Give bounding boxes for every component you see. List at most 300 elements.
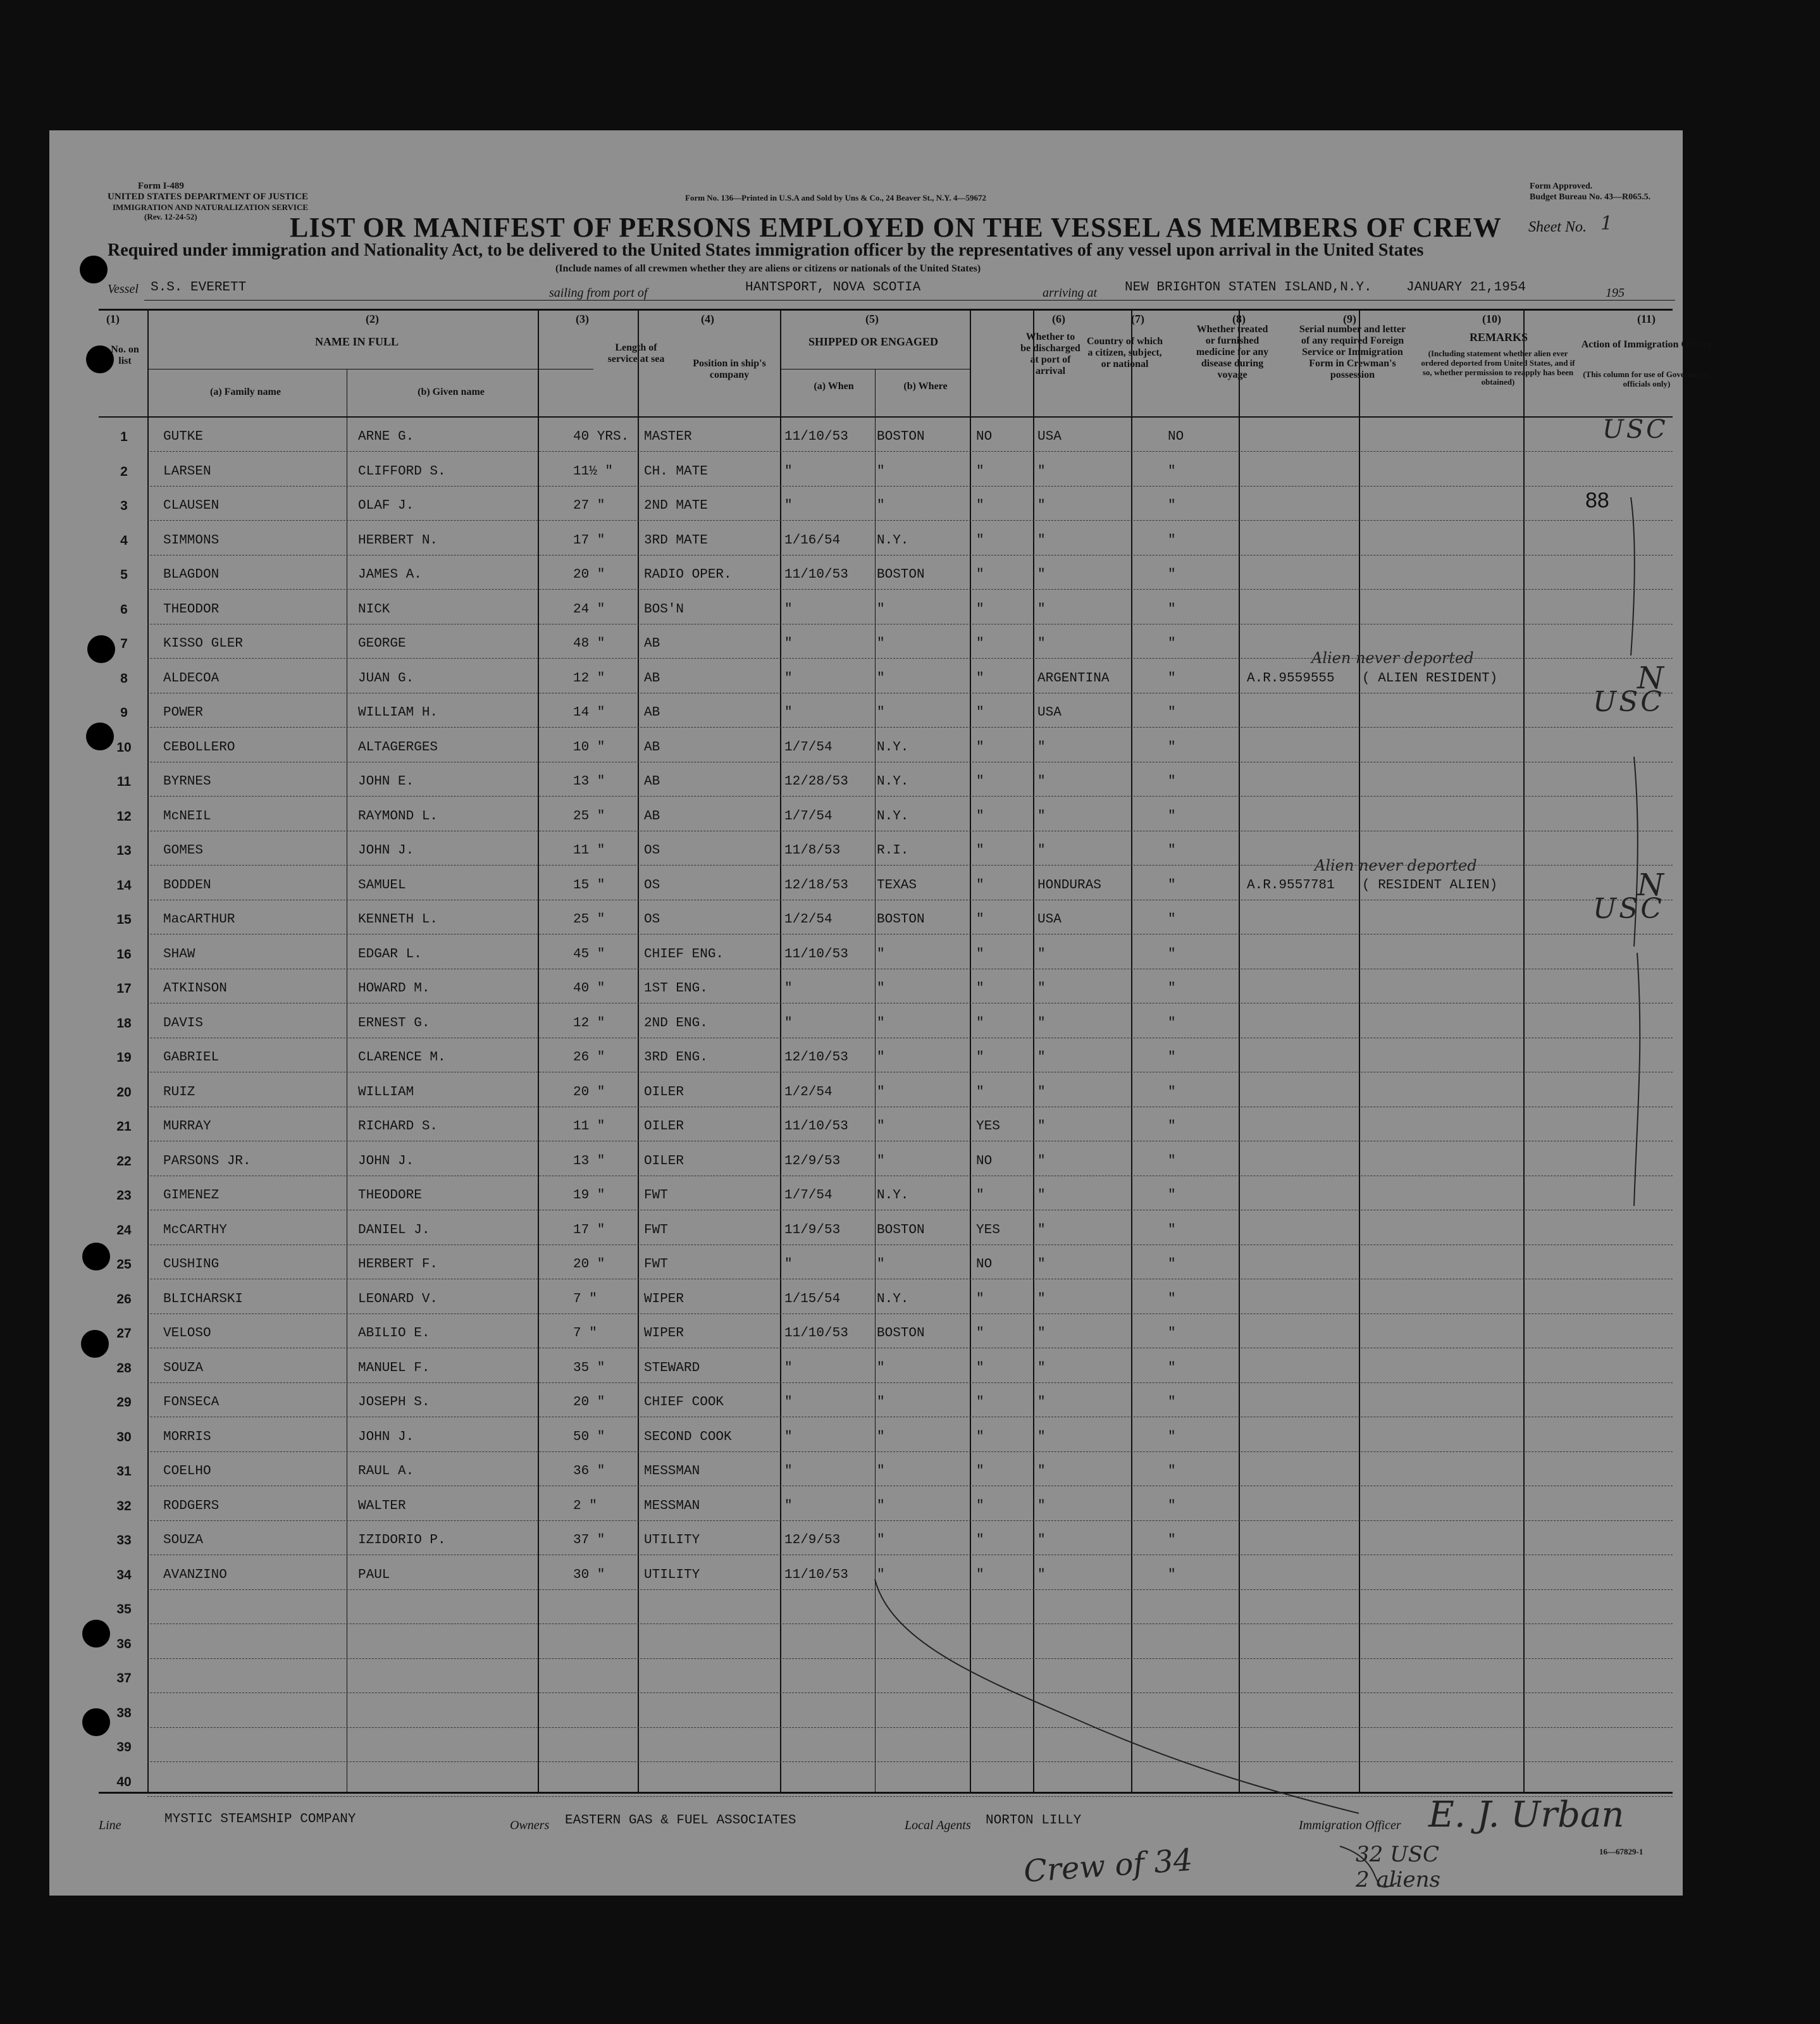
cell-where: N.Y. (877, 809, 909, 824)
cell-service: 50 " (573, 1430, 605, 1444)
sailing-port: HANTSPORT, NOVA SCOTIA (745, 280, 921, 295)
cell-discharged: YES (976, 1223, 1000, 1238)
cell-when: " (784, 1361, 793, 1375)
cell-family: PARSONS JR. (163, 1154, 251, 1169)
cell-discharged: " (976, 1016, 984, 1031)
cell-given: DANIEL J. (358, 1223, 430, 1238)
cell-where: N.Y. (877, 1292, 909, 1307)
cell-treated: " (1168, 1464, 1176, 1479)
cell-given: HERBERT N. (358, 533, 438, 548)
cell-given: ERNEST G. (358, 1016, 430, 1031)
cell-service: 13 " (573, 1154, 605, 1169)
cell-position: UTILITY (644, 1568, 700, 1582)
footer-officer-label: Immigration Officer (1299, 1818, 1401, 1832)
form-number: Form I-489 (138, 181, 184, 191)
cell-where: BOSTON (877, 1326, 925, 1341)
cell-treated: " (1168, 1430, 1176, 1444)
handwritten-note: Alien never deported (1315, 857, 1477, 874)
handwritten-usc: USC (1602, 415, 1668, 444)
cell-discharged: " (976, 1292, 984, 1307)
cell-where: TEXAS (877, 878, 917, 893)
row-number: 2 (120, 464, 128, 479)
cell-treated: " (1168, 1188, 1176, 1203)
col11-number: (11) (1637, 313, 1656, 325)
sailing-label: sailing from port of (549, 286, 648, 300)
cell-position: SECOND COOK (644, 1430, 732, 1444)
cell-treated: " (1168, 1085, 1176, 1100)
cell-service: 24 " (573, 602, 605, 617)
footer-line-label: Line (99, 1818, 121, 1832)
cell-discharged: " (976, 602, 984, 617)
cell-discharged: " (976, 1326, 984, 1341)
cell-position: OILER (644, 1085, 684, 1100)
row-number: 9 (120, 705, 128, 720)
cell-position: OS (644, 843, 660, 858)
cell-treated: " (1168, 1016, 1176, 1031)
row-number: 11 (116, 774, 132, 789)
row-number: 19 (116, 1050, 132, 1065)
punch-hole (82, 1708, 110, 1736)
cell-where: N.Y. (877, 533, 909, 548)
row-number: 27 (116, 1326, 132, 1341)
cell-when: 11/10/53 (784, 1119, 848, 1134)
row-number: 7 (120, 636, 128, 651)
cell-position: 3RD MATE (644, 533, 708, 548)
cell-service: 26 " (573, 1050, 605, 1065)
include-note: (Include names of all crewmen whether they are aliens or citizens or nationals of the United States) (555, 263, 981, 274)
cell-discharged: " (976, 1050, 984, 1065)
cell-discharged: " (976, 1395, 984, 1410)
row-number: 38 (116, 1706, 132, 1720)
cell-country: " (1037, 1188, 1046, 1203)
cell-when: 1/7/54 (784, 1188, 833, 1203)
cell-where: N.Y. (877, 1188, 909, 1203)
cell-country: " (1037, 1533, 1046, 1548)
cell-where: " (877, 1257, 885, 1272)
punch-hole (87, 635, 115, 663)
cell-country: " (1037, 1395, 1046, 1410)
cell-service: 30 " (573, 1568, 605, 1582)
cell-given: NICK (358, 602, 390, 617)
arriving-port: NEW BRIGHTON STATEN ISLAND,N.Y. (1125, 280, 1372, 295)
col4-number: (4) (701, 313, 714, 325)
cell-when: " (784, 1016, 793, 1031)
cell-discharged: NO (976, 1154, 993, 1169)
cell-country: " (1037, 499, 1046, 513)
cell-family: SIMMONS (163, 533, 220, 548)
cell-family: ALDECOA (163, 671, 220, 686)
cell-given: HOWARD M. (358, 981, 430, 996)
punch-hole (80, 256, 108, 283)
row-number: 29 (116, 1395, 132, 1410)
cell-treated: " (1168, 1154, 1176, 1169)
crew-total-note: Crew of 34 (1022, 1842, 1194, 1890)
cell-when: 1/15/54 (784, 1292, 841, 1307)
code-88: 88 (1585, 488, 1609, 512)
cell-treated: " (1168, 705, 1176, 720)
cell-country: USA (1037, 430, 1062, 444)
col11-note: (This column for use of Government officials only) (1583, 369, 1711, 388)
cell-service: 36 " (573, 1464, 605, 1479)
cell-family: MORRIS (163, 1430, 211, 1444)
row-number: 21 (116, 1119, 132, 1134)
punch-hole (82, 1243, 110, 1270)
cell-given: SAMUEL (358, 878, 406, 893)
cell-family: KISSO GLER (163, 636, 244, 651)
cell-treated: " (1168, 1119, 1176, 1134)
cell-where: " (877, 1395, 885, 1410)
cell-family: BODDEN (163, 878, 211, 893)
cell-serial: A.R.9559555 (1247, 671, 1335, 686)
cell-position: CHIEF COOK (644, 1395, 724, 1410)
row-number: 35 (116, 1602, 132, 1617)
cell-when: 12/9/53 (784, 1154, 841, 1169)
cell-service: 17 " (573, 533, 605, 548)
cell-country: " (1037, 1085, 1046, 1100)
col6-header: Whether to be discharged at port of arrival (1020, 332, 1080, 376)
cell-position: AB (644, 774, 660, 789)
col10-note: (Including statement whether alien ever ordered deported from United States, and if so, whether permission to reapply has been obtained) (1421, 349, 1575, 387)
col6-number: (6) (1052, 313, 1065, 325)
cell-discharged: " (976, 1499, 984, 1513)
row-number: 20 (116, 1085, 132, 1100)
footer-owners-value: EASTERN GAS & FUEL ASSOCIATES (565, 1813, 796, 1828)
cell-when: 1/7/54 (784, 809, 833, 824)
cell-when: " (784, 1430, 793, 1444)
cell-treated: " (1168, 671, 1176, 686)
manifest-sheet (49, 130, 1712, 1896)
cell-position: 2ND MATE (644, 499, 708, 513)
cell-when: " (784, 499, 793, 513)
row-number: 26 (116, 1292, 132, 1307)
cell-given: CLIFFORD S. (358, 464, 446, 479)
col5-number: (5) (865, 313, 879, 325)
cell-discharged: " (976, 878, 984, 893)
cell-when: " (784, 636, 793, 651)
cell-position: MESSMAN (644, 1464, 700, 1479)
cell-when: 1/7/54 (784, 740, 833, 755)
cell-family: BLAGDON (163, 568, 220, 582)
cell-service: 20 " (573, 1085, 605, 1100)
cell-family: CUSHING (163, 1257, 220, 1272)
cell-service: 17 " (573, 1223, 605, 1238)
cell-treated: " (1168, 1292, 1176, 1307)
cell-service: 2 " (573, 1499, 597, 1513)
cell-given: JOHN J. (358, 1430, 414, 1444)
cell-position: WIPER (644, 1326, 684, 1341)
cell-when: " (784, 1499, 793, 1513)
arriving-label: arriving at (1043, 286, 1098, 300)
cell-family: GABRIEL (163, 1050, 220, 1065)
row-number: 40 (116, 1775, 132, 1789)
cell-discharged: " (976, 809, 984, 824)
cell-service: 13 " (573, 774, 605, 789)
cell-country: " (1037, 740, 1046, 755)
cell-family: BLICHARSKI (163, 1292, 244, 1307)
cell-family: LARSEN (163, 464, 211, 479)
cell-service: 48 " (573, 636, 605, 651)
punch-hole (81, 1330, 109, 1358)
cell-family: SOUZA (163, 1361, 204, 1375)
cell-when: 11/8/53 (784, 843, 841, 858)
cell-family: MacARTHUR (163, 912, 235, 927)
cell-when: " (784, 602, 793, 617)
cell-when: " (784, 981, 793, 996)
col5a-header: (a) When (814, 381, 854, 392)
cell-position: WIPER (644, 1292, 684, 1307)
cell-where: BOSTON (877, 1223, 925, 1238)
form-code: 16—67829-1 (1599, 1847, 1644, 1856)
cell-position: RADIO OPER. (644, 568, 732, 582)
cell-position: AB (644, 671, 660, 686)
form-approved: Form Approved. (1530, 182, 1593, 191)
alien-count-note: 2 aliens (1356, 1867, 1440, 1892)
row-number: 3 (120, 499, 128, 513)
cell-where: N.Y. (877, 774, 909, 789)
cell-country: " (1037, 809, 1046, 824)
col4-header: Position in ship's company (693, 358, 766, 380)
row-number: 23 (116, 1188, 132, 1203)
row-number: 5 (120, 568, 128, 582)
cell-service: 12 " (573, 1016, 605, 1031)
cell-discharged: YES (976, 1119, 1000, 1134)
cell-where: " (877, 1430, 885, 1444)
cell-family: AVANZINO (163, 1568, 227, 1582)
cell-given: JOHN J. (358, 1154, 414, 1169)
col7-number: (7) (1131, 313, 1144, 325)
cell-discharged: " (976, 1085, 984, 1100)
cell-family: BYRNES (163, 774, 211, 789)
cell-when: 12/9/53 (784, 1533, 841, 1548)
col3-header: Length of service at sea (607, 342, 665, 364)
cell-position: AB (644, 705, 660, 720)
cell-position: OS (644, 878, 660, 893)
cell-when: 12/28/53 (784, 774, 848, 789)
cell-service: 35 " (573, 1361, 605, 1375)
page-title: LIST OR MANIFEST OF PERSONS EMPLOYED ON THE VESSEL AS MEMBERS OF CREW (290, 212, 1502, 243)
col5-header: SHIPPED OR ENGAGED (808, 335, 939, 348)
cell-given: ARNE G. (358, 430, 414, 444)
cell-treated: " (1168, 1533, 1176, 1548)
usc-count-note: 32 USC (1356, 1842, 1440, 1867)
cell-discharged: " (976, 1568, 984, 1582)
service-name: IMMIGRATION AND NATURALIZATION SERVICE (113, 202, 309, 212)
col3-number: (3) (576, 313, 589, 325)
cell-position: AB (644, 809, 660, 824)
cell-discharged: " (976, 1361, 984, 1375)
cell-treated: " (1168, 1361, 1176, 1375)
cell-treated: " (1168, 878, 1176, 893)
footer-agents-value: NORTON LILLY (986, 1813, 1082, 1828)
cell-family: THEODOR (163, 602, 220, 617)
col11-header: Action of Immigration Officer (1581, 339, 1712, 350)
cell-service: 25 " (573, 809, 605, 824)
cell-where: " (877, 1568, 885, 1582)
col9-header: Serial number and letter of any required Foreign Service or Immigration Form in Crewman's possession (1299, 324, 1406, 380)
department-name: UNITED STATES DEPARTMENT OF JUSTICE (108, 192, 309, 202)
cell-treated: " (1168, 843, 1176, 858)
cell-country: USA (1037, 912, 1062, 927)
cell-service: 11 " (573, 843, 605, 858)
cell-family: CEBOLLERO (163, 740, 235, 755)
cell-treated: " (1168, 568, 1176, 582)
cell-when: 11/10/53 (784, 1326, 848, 1341)
cell-given: KENNETH L. (358, 912, 438, 927)
row-number: 15 (116, 912, 132, 927)
cell-discharged: " (976, 568, 984, 582)
cell-treated: " (1168, 1395, 1176, 1410)
vessel-label: Vessel (108, 282, 139, 296)
row-number: 10 (116, 740, 132, 755)
cell-when: 1/16/54 (784, 533, 841, 548)
cell-family: GUTKE (163, 430, 204, 444)
cell-service: 14 " (573, 705, 605, 720)
sheet-label: Sheet No. (1528, 219, 1587, 235)
cell-where: BOSTON (877, 568, 925, 582)
cell-when: 11/10/53 (784, 568, 848, 582)
cell-family: POWER (163, 705, 204, 720)
bracket-line (1634, 953, 1640, 1206)
cell-given: CLARENCE M. (358, 1050, 446, 1065)
footer-owners-label: Owners (510, 1818, 550, 1832)
cell-position: MESSMAN (644, 1499, 700, 1513)
cell-given: HERBERT F. (358, 1257, 438, 1272)
cell-given: JOHN E. (358, 774, 414, 789)
cell-service: 10 " (573, 740, 605, 755)
year-suffix: 195 (1606, 286, 1625, 300)
cell-given: JAMES A. (358, 568, 422, 582)
cell-where: " (877, 602, 885, 617)
cell-discharged: " (976, 740, 984, 755)
cell-country: " (1037, 1568, 1046, 1582)
cell-family: COELHO (163, 1464, 211, 1479)
cell-family: CLAUSEN (163, 499, 220, 513)
cell-service: 37 " (573, 1533, 605, 1548)
cell-treated: " (1168, 636, 1176, 651)
footer-agents-label: Local Agents (905, 1818, 971, 1832)
cell-position: OILER (644, 1119, 684, 1134)
cell-service: 20 " (573, 1395, 605, 1410)
cell-service: 20 " (573, 568, 605, 582)
cell-country: " (1037, 774, 1046, 789)
cell-given: WILLIAM (358, 1085, 414, 1100)
cell-family: GOMES (163, 843, 204, 858)
cell-country: " (1037, 981, 1046, 996)
cell-treated: " (1168, 947, 1176, 962)
cell-position: CH. MATE (644, 464, 708, 479)
cell-when: 12/18/53 (784, 878, 848, 893)
cell-family: VELOSO (163, 1326, 211, 1341)
row-number: 17 (116, 981, 132, 996)
cell-given: GEORGE (358, 636, 406, 651)
row-number: 39 (116, 1740, 132, 1754)
cell-remarks: ( ALIEN RESIDENT) (1362, 671, 1498, 686)
handwritten-usc: USC (1593, 686, 1664, 718)
sheet-number: 1 (1600, 213, 1613, 235)
officer-signature: E. J. Urban (1428, 1794, 1625, 1835)
cell-treated: " (1168, 740, 1176, 755)
cell-country: " (1037, 1464, 1046, 1479)
cell-service: 11 " (573, 1119, 605, 1134)
row-number: 36 (116, 1637, 132, 1651)
cell-family: McCARTHY (163, 1223, 227, 1238)
cell-when: 1/2/54 (784, 912, 833, 927)
cell-position: 3RD ENG. (644, 1050, 708, 1065)
cell-where: " (877, 947, 885, 962)
row-number: 8 (120, 671, 128, 686)
cell-service: 7 " (573, 1292, 597, 1307)
row-number: 22 (116, 1154, 132, 1169)
cell-where: R.I. (877, 843, 909, 858)
row-number: 12 (116, 809, 132, 824)
col8-header: Whether treated or furnished medicine for any disease during voyage (1196, 324, 1269, 380)
col2-header: NAME IN FULL (315, 335, 399, 348)
row-number: 25 (116, 1257, 132, 1272)
cell-discharged: " (976, 671, 984, 686)
cell-country: " (1037, 1154, 1046, 1169)
cell-treated: " (1168, 1223, 1176, 1238)
cell-remarks: ( RESIDENT ALIEN) (1362, 878, 1498, 893)
cell-discharged: " (976, 981, 984, 996)
continuation-line (875, 1579, 1359, 1813)
row-number: 6 (120, 602, 128, 617)
cell-where: " (877, 705, 885, 720)
cell-where: " (877, 1016, 885, 1031)
cell-service: 19 " (573, 1188, 605, 1203)
cell-where: N.Y. (877, 740, 909, 755)
col1-header: No. on list (111, 344, 139, 366)
handwritten-check: N (1637, 867, 1664, 903)
cell-position: BOS'N (644, 602, 684, 617)
cell-country: ARGENTINA (1037, 671, 1110, 686)
cell-position: FWT (644, 1257, 668, 1272)
col7-header: Country of which a citizen, subject, or national (1087, 336, 1163, 369)
cell-given: MANUEL F. (358, 1361, 430, 1375)
cell-when: " (784, 1257, 793, 1272)
col2-number: (2) (366, 313, 379, 325)
cell-given: PAUL (358, 1568, 390, 1582)
row-number: 33 (116, 1533, 132, 1548)
cell-given: LEONARD V. (358, 1292, 438, 1307)
cell-discharged: " (976, 705, 984, 720)
cell-where: " (877, 1085, 885, 1100)
cell-service: 45 " (573, 947, 605, 962)
punch-hole (86, 723, 114, 750)
cell-given: RICHARD S. (358, 1119, 438, 1134)
cell-position: OS (644, 912, 660, 927)
cell-position: AB (644, 740, 660, 755)
cell-treated: " (1168, 533, 1176, 548)
row-number: 37 (116, 1671, 132, 1686)
cell-country: " (1037, 1499, 1046, 1513)
cell-discharged: " (976, 1533, 984, 1548)
handwritten-check: N (1637, 661, 1664, 696)
cell-where: " (877, 499, 885, 513)
cell-family: GIMENEZ (163, 1188, 220, 1203)
cell-family: RUIZ (163, 1085, 195, 1100)
cell-treated: " (1168, 499, 1176, 513)
cell-position: UTILITY (644, 1533, 700, 1548)
cell-country: HONDURAS (1037, 878, 1101, 893)
cell-treated: NO (1168, 430, 1184, 444)
cell-when: " (784, 671, 793, 686)
cell-given: WALTER (358, 1499, 406, 1513)
cell-treated: " (1168, 1326, 1176, 1341)
cell-treated: " (1168, 912, 1176, 927)
cell-where: " (877, 981, 885, 996)
cell-where: " (877, 1154, 885, 1169)
cell-where: " (877, 1499, 885, 1513)
